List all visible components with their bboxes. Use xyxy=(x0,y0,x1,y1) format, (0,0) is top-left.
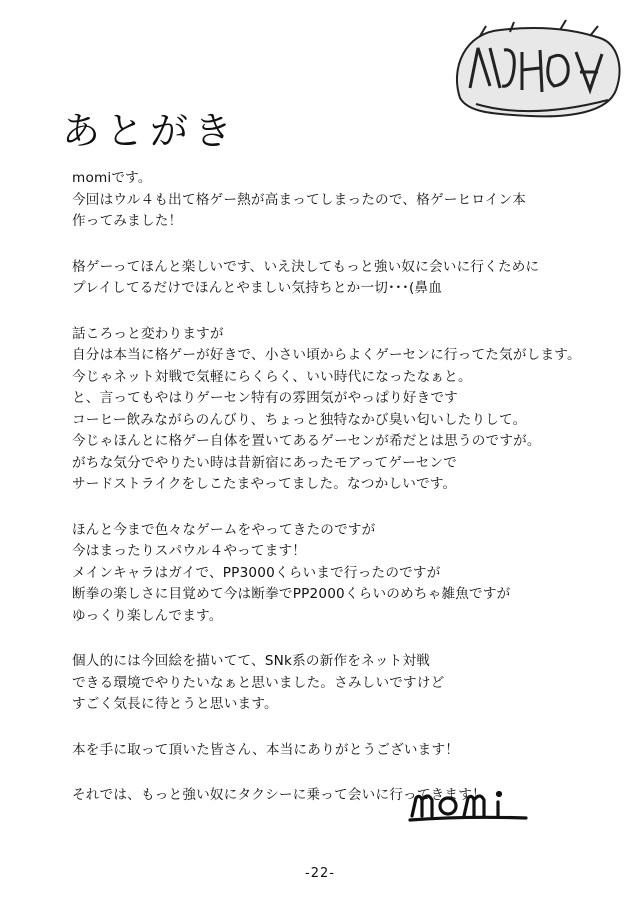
text-line: すごく気長に待とうと思います。 xyxy=(72,696,278,712)
text-line: 今回はウル４も出て格ゲー熱が高まってしまったので、格ゲーヒロイン本 xyxy=(72,191,527,208)
text-line: できる環境でやりたいなぁと思いました。さみしいですけど xyxy=(72,674,445,691)
text-line: ゆっくり楽しんでます。 xyxy=(72,607,223,624)
author-signature xyxy=(406,786,556,822)
text-line: 作ってみました！ xyxy=(72,213,183,229)
text-line: と、言ってもやはりゲーセン特有の雰囲気がやっぱり好きです xyxy=(72,390,458,406)
paragraph xyxy=(72,651,592,716)
paragraph xyxy=(72,740,592,762)
text-line: 本を手に取って頂いた皆さん、本当にありがとうございます！ xyxy=(72,741,460,758)
text-line: コーヒー飲みながらのんびり、ちょっと独特なかび臭い匂いしたりして。 xyxy=(72,411,527,428)
text-line: 断拳の楽しさに目覚めて今は断拳でPP2000くらいのめちゃ雑魚ですが xyxy=(72,586,511,602)
text-line: サードストライクをしこたまやってました。なつかしいです。 xyxy=(72,476,457,492)
text-line: momiです。 xyxy=(72,170,152,186)
text-line: 個人的には今回絵を描いてて、SNk系の新作をネット対戦 xyxy=(72,653,431,669)
text-line: 格ゲーってほんと楽しいです、いえ決してもっと強い奴に会いに行くために xyxy=(72,258,540,275)
afterword-body xyxy=(72,168,592,831)
text-line: がちな気分でやりたい時は昔新宿にあったモアってゲーセンで xyxy=(72,454,457,471)
text-line: 話ころっと変わりますが xyxy=(72,325,224,342)
text-line: 今じゃほんとに格ゲー自体を置いてあるゲーセンが希だとは思うのですが。 xyxy=(72,433,541,449)
paragraph xyxy=(72,257,592,300)
signature-icon xyxy=(406,786,556,822)
afterword-heading: あとがき xyxy=(62,109,239,153)
text-line: 今じゃネット対戦で気軽にらくらく、いい時代になったなぁと。 xyxy=(72,368,472,385)
paragraph xyxy=(72,324,592,496)
paragraph xyxy=(72,520,592,628)
text-line: それでは、もっと強い奴にタクシーに乗って会いに行ってきます！ xyxy=(72,787,486,803)
text-line: メインキャラはガイで、PP3000くらいまで行ったのですが xyxy=(72,564,441,581)
text-line: ほんと今まで色々なゲームをやってきたのですが xyxy=(72,521,376,538)
graffiti-logo-icon xyxy=(440,8,630,128)
paragraph xyxy=(72,168,592,233)
title-logo xyxy=(440,8,630,128)
page-number: -22- xyxy=(305,866,335,881)
text-line: 自分は本当に格ゲーが好きで、小さい頃からよくゲーセンに行ってた気がします。 xyxy=(72,347,581,363)
text-line: プレイしてるだけでほんとやましい気持ちとか一切･･･(鼻血 xyxy=(72,280,443,296)
text-line: 今はまったりスパウル４やってます！ xyxy=(72,543,307,559)
